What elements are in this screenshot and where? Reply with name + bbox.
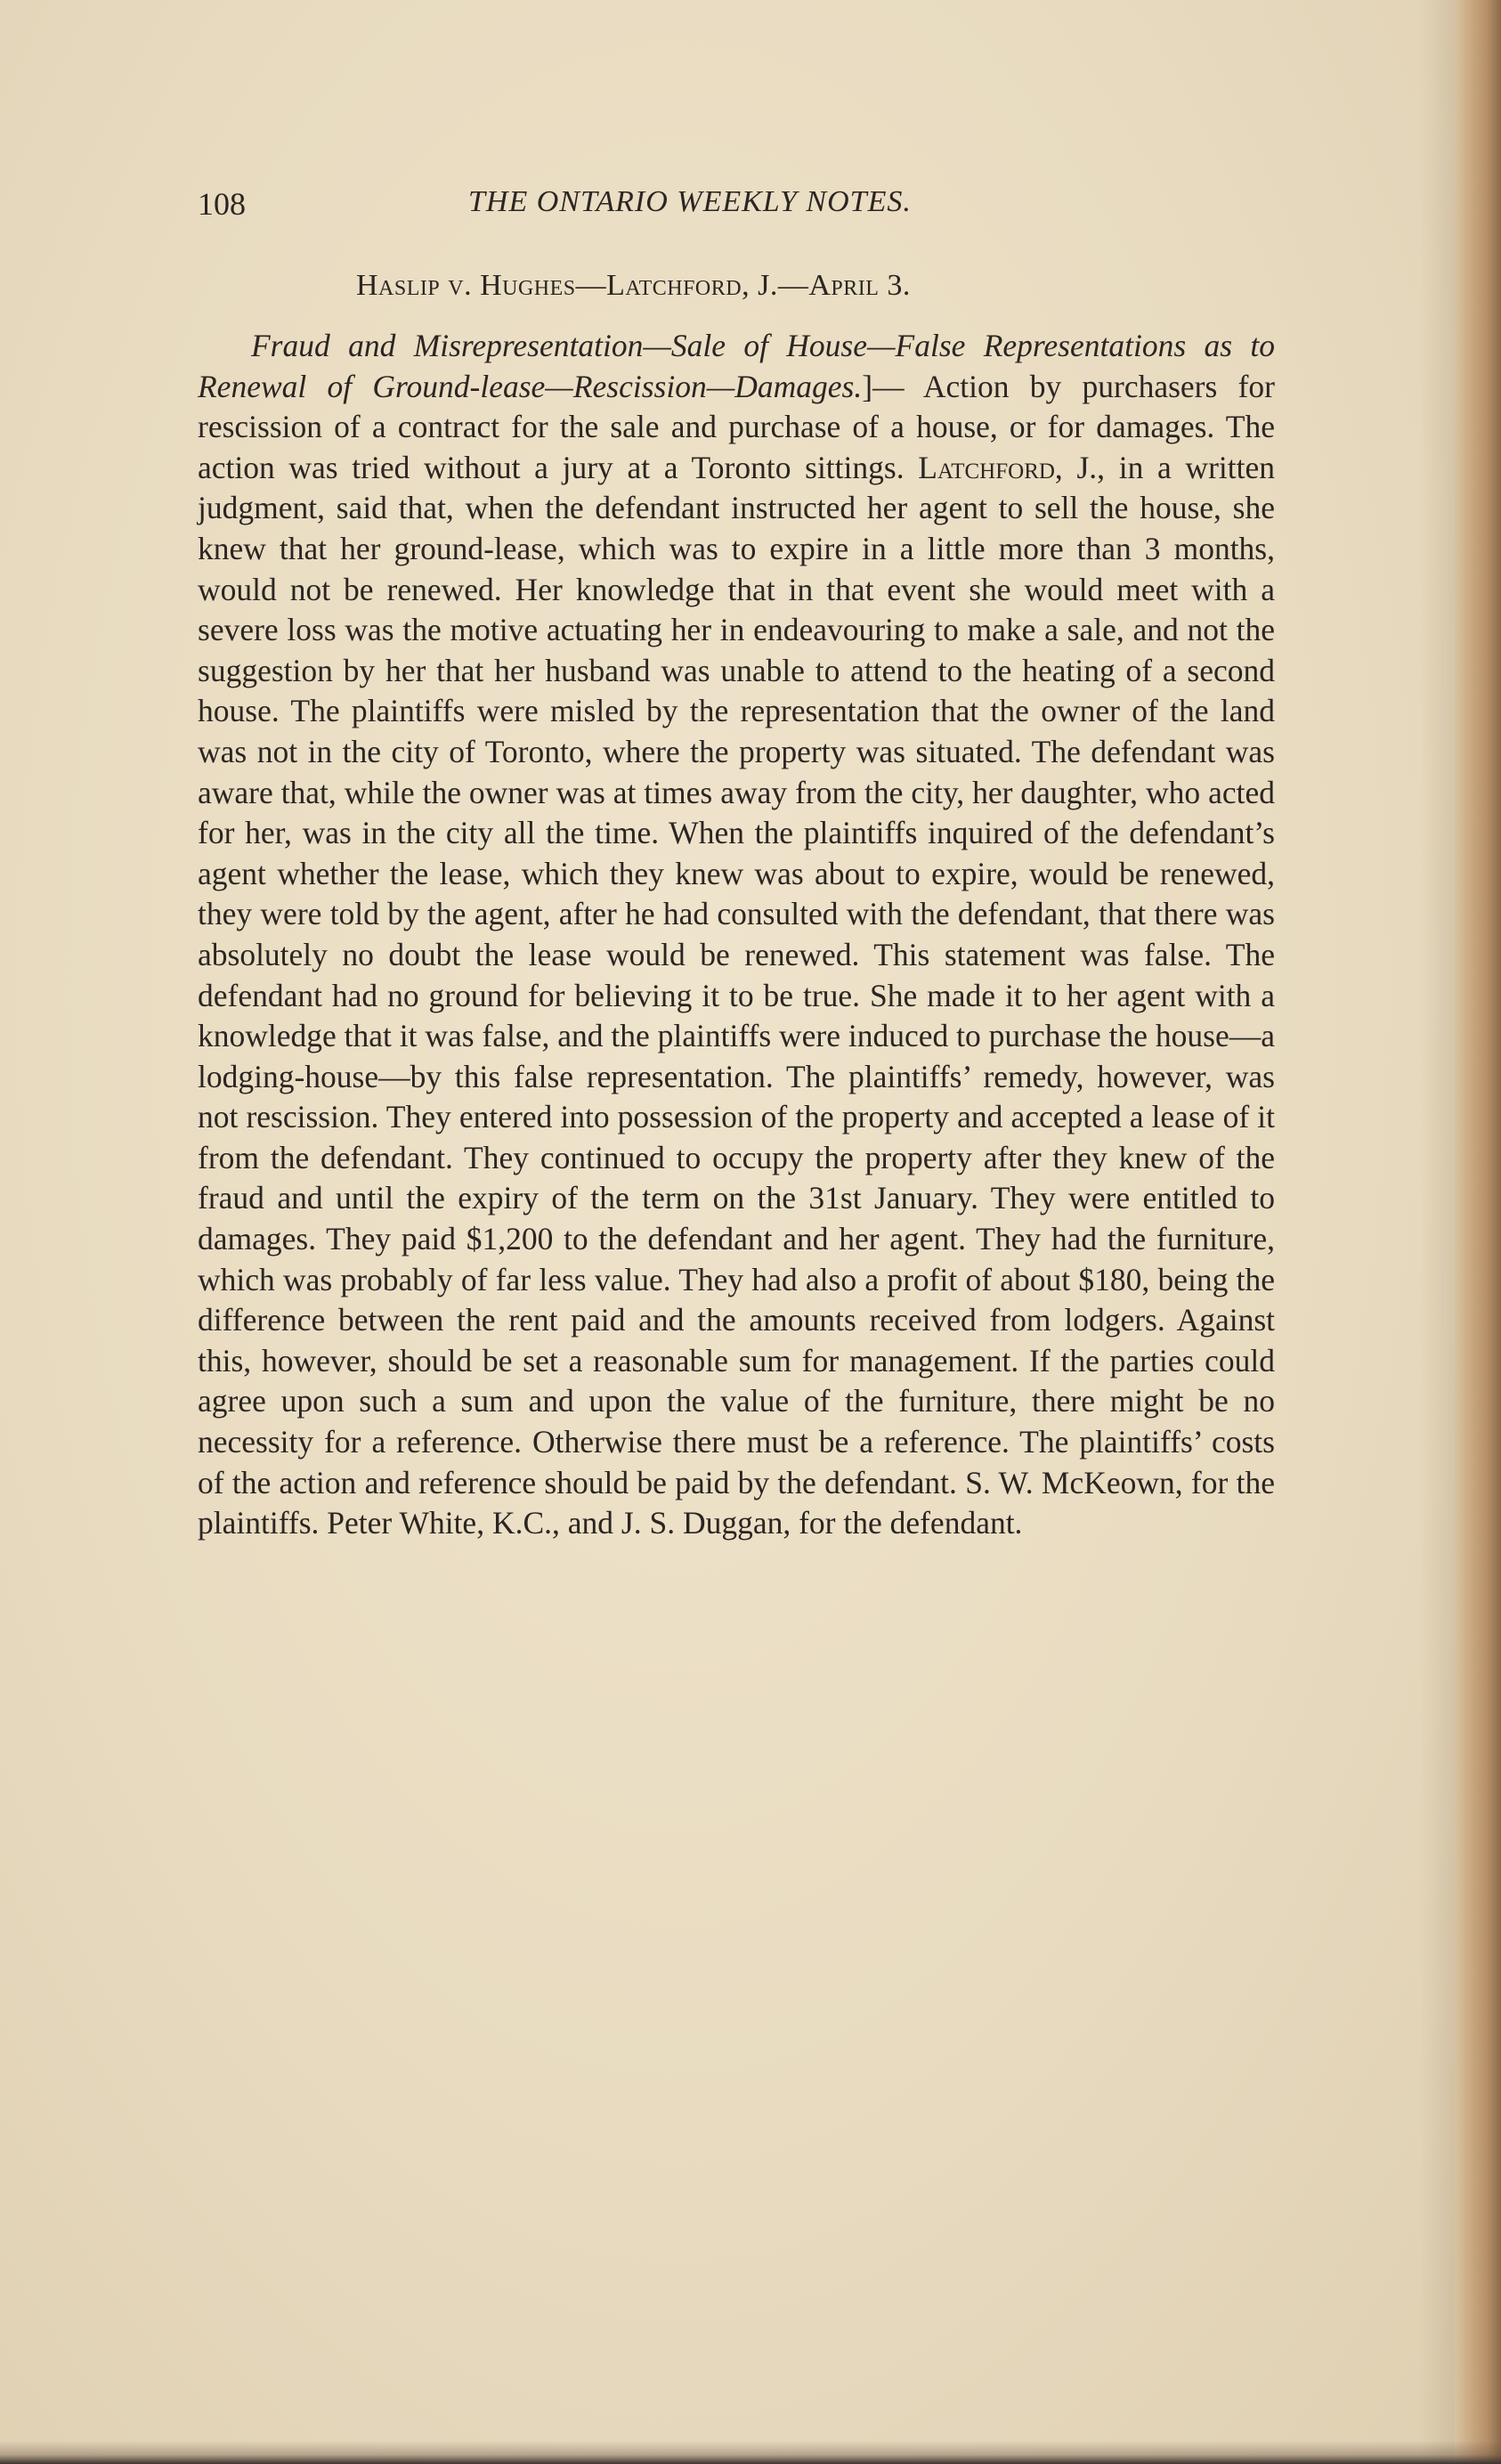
case-body bbox=[198, 326, 1275, 1544]
judge-name: Latchford bbox=[918, 449, 1055, 485]
headnote: Fraud and Misrepresentation—Sale of House—False Representations as to Renewal of Ground-lease—Rescission—Damages. bbox=[198, 328, 1275, 404]
page-edge bbox=[1455, 0, 1501, 2464]
body-text-2: , J., in a written judgment, said that, when the defendant instructed her agent to sell the house, she knew that her ground-lease, which was to expire in a little more than 3 months, would not be renewed. Her knowledge that in that event she would meet with a severe loss was the motive actuating her in endeavouring to make a sale, and not the suggestion by her that her husband was unable to attend to the heating of a second house. The plaintiffs were misled by the representation that the owner of the land was not in the city of Toronto, where the property was situated. The defendant was aware that, while the owner was at times away from the city, her daughter, who acted for her, was in the city all the time. When the plaintiffs inquired of the defendant’s agent whether the lease, which they knew was about to expire, would be renewed, they were told by the agent, after he had consulted with the defendant, that there was absolutely no doubt the lease would be renewed. This statement was false. The defendant had no ground for believing it to be true. She made it to her agent with a knowledge that it was false, and the plaintiffs were induced to purchase the house—a lodging-house—by this false representation. The plaintiffs’ remedy, however, was not rescission. They entered into possession of the property and accepted a lease of it from the defendant. They continued to occupy the property after they knew of the fraud and until the expiry of the term on the 31st January. They were entitled to damages. They paid $1,200 to the defendant and her agent. They had the furniture, which was probably of far less value. They had also a profit of about $180, being the difference between the rent paid and the amounts received from lodgers. Against this, however, should be set a reasonable sum for management. If the parties could agree upon such a sum and upon the value of the furniture, there might be no necessity for a reference. Otherwise there must be a reference. The plaintiffs’ costs of the action and reference should be paid by the defendant. S. W. McKeown, for the plaintiffs. Peter White, K.C., and J. S. Duggan, for the defendant. bbox=[198, 449, 1275, 1541]
bottom-edge bbox=[0, 2441, 1501, 2464]
running-title: THE ONTARIO WEEKLY NOTES. bbox=[468, 185, 912, 218]
page-header bbox=[198, 185, 1284, 224]
headnote-close: ]— bbox=[862, 368, 905, 404]
case-heading: Haslip v. Hughes—Latchford, J.—April 3. bbox=[356, 269, 911, 302]
body-text-1: Action by purchasers for rescission of a contract for the sale and purchase of a house, or for damages. The action was tried without a jury at a Toronto sittings. bbox=[198, 368, 1275, 485]
page-number: 108 bbox=[198, 186, 246, 222]
page-edge-shadow bbox=[1419, 0, 1455, 2464]
